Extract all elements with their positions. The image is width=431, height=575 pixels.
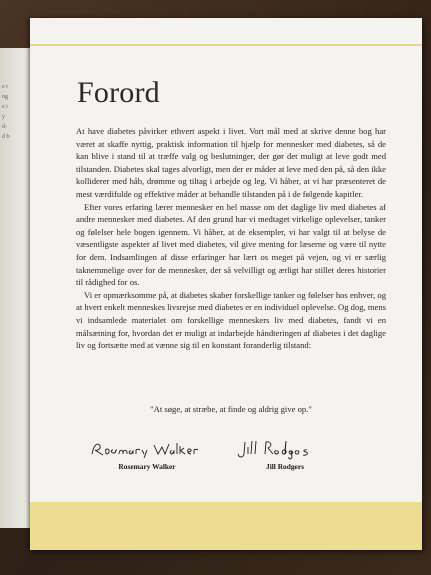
left-page-text-fragment: d b	[2, 134, 10, 140]
handwritten-signature	[235, 438, 335, 460]
left-page-edge	[0, 48, 34, 528]
signatory-name: Rosemary Walker	[118, 462, 176, 471]
paragraph: Vi er opmærksomme på, at diabetes skaber forskellige tanker og følelser hos enhver, og at hvert enkelt menneskes livsrejse med diabetes er en individuel oplevelse. Og dog, mens vi indsamlede materialet om forskellige menneskers liv med diabetes, fandt vi en målsætning for, hvordan det er muligt at indarbejde håndteringen af diabetes i det daglige liv og fortsætte med at vænne sig til en konstant foranderlig tilstand:	[76, 289, 387, 351]
quote: "At søge, at stræbe, at finde og aldrig give op."	[150, 404, 312, 414]
signatory-name: Jill Rodgers	[266, 462, 304, 471]
page-title: Forord	[77, 76, 160, 109]
left-page-text-fragment: d-	[2, 124, 7, 130]
top-rule	[30, 44, 422, 46]
paragraph: At have diabetes påvirker ethvert aspekt i livet. Vort mål med at skrive denne bog har været at skaffe nyttig, praktisk information til hjælp for mennesker med diabetes, så de kan blive i stand til at træffe valg og beslutninger, der gør det muligt at leve godt med tilstanden. Diabetes skal tages alvorligt, men der er måder at leve med den på, så den ikke kolliderer med håb, drømme og tiltag i arbejde og leg. Vi håber, at vi har præsenteret de mest værdifulde og effektive måder at behandle tilstanden på i de følgende kapitler.	[76, 126, 386, 199]
paragraph: Efter vores erfaring lærer mennesker en hel masse om det daglige liv med diabetes af andre mennesker med diabetes. Af den grund har vi medtaget virkelige oplevelser, tanker og følelser hele bogen igennem. Vi håber, at de eksempler, vi har valgt til at belyse de væsentligste aspekter af livet med diabetes, vil give mening for læserne og være til nytte for dem. Indsamlingen af disse erfaringer har lært os meget på vejen, og vi er særlig taknemmelige over for de mennesker, der så velvilligt og ærligt har stillet deres historier til rådighed for os.	[76, 201, 386, 288]
book-page	[30, 18, 422, 550]
bottom-accent-band	[30, 502, 422, 550]
left-page-text-fragment: ng	[2, 94, 8, 100]
left-page-text-fragment: e i	[2, 104, 8, 110]
left-page-text-fragment: e r	[2, 84, 9, 90]
signature-jill-rodgers	[235, 438, 335, 471]
signature-rosemary-walker	[88, 438, 206, 471]
foreword-body	[76, 125, 386, 352]
handwritten-signature	[88, 438, 206, 460]
left-page-text-fragment: y	[2, 114, 5, 120]
